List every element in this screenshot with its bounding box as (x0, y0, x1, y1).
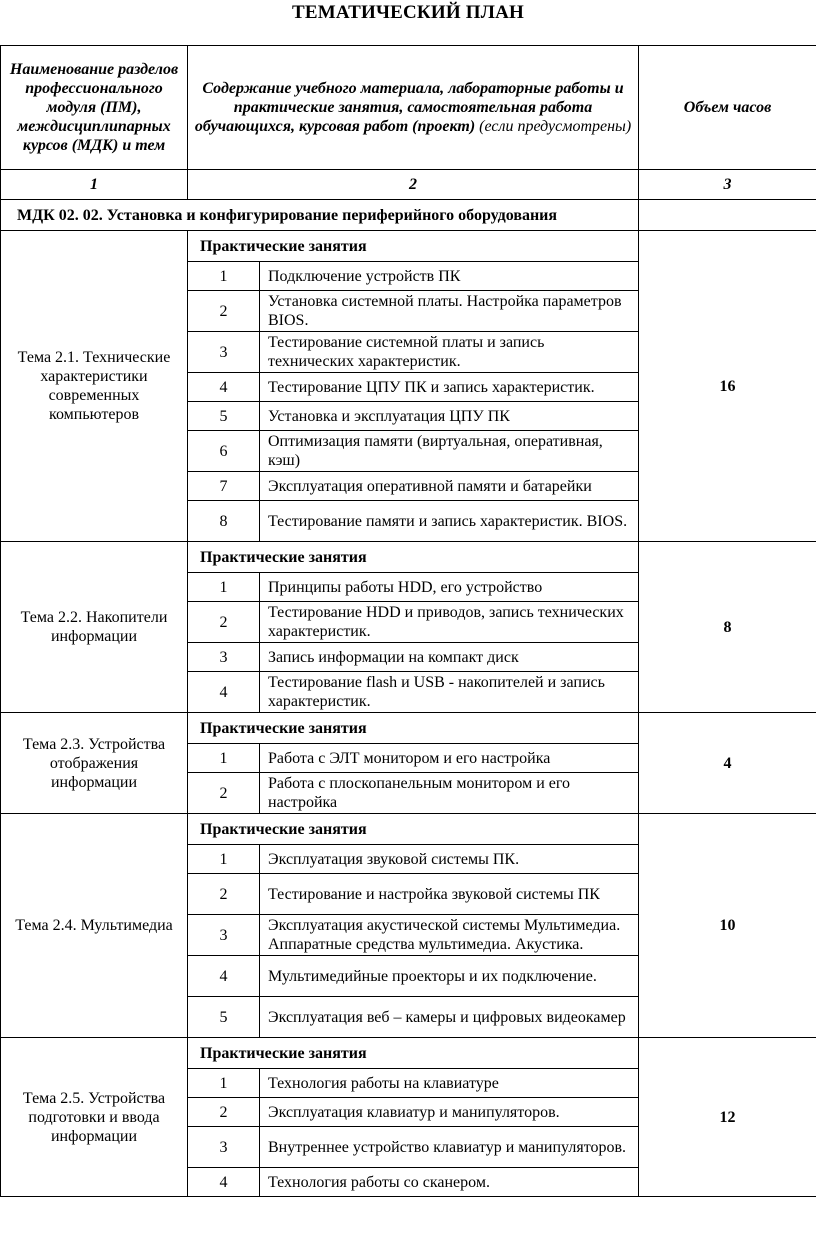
lesson-number: 2 (188, 602, 260, 643)
lesson-text: Эксплуатация веб – камеры и цифровых видеокамер (260, 997, 639, 1038)
practical-section-label: Практические занятия (188, 713, 639, 744)
header-col1: Наименование разделов профессионального модуля (ПМ), междисциплипарных курсов (МДК) и тем (1, 46, 188, 170)
lesson-text: Тестирование системной платы и запись технических характеристик. (260, 332, 639, 373)
topic-name: Тема 2.1. Технические характеристики современных компьютеров (1, 231, 188, 542)
lesson-number: 1 (188, 262, 260, 291)
header-col2-extra: (если предусмотрены) (479, 118, 632, 135)
lesson-text: Установка системной платы. Настройка параметров BIOS. (260, 291, 639, 332)
lesson-number: 5 (188, 997, 260, 1038)
lesson-text: Тестирование flash и USB - накопителей и запись характеристик. (260, 672, 639, 713)
topic-hours: 16 (639, 231, 816, 542)
topic-hours: 8 (639, 542, 816, 713)
lesson-number: 1 (188, 744, 260, 773)
lesson-text: Запись информации на компакт диск (260, 643, 639, 672)
practical-section-label: Практические занятия (188, 814, 639, 845)
lesson-number: 2 (188, 1098, 260, 1127)
topic-header-row (1, 542, 816, 573)
lesson-text: Тестирование памяти и запись характеристик. BIOS. (260, 501, 639, 542)
mdk-row (1, 200, 816, 231)
lesson-number: 4 (188, 672, 260, 713)
lesson-text: Тестирование HDD и приводов, запись технических характеристик. (260, 602, 639, 643)
lesson-text: Подключение устройств ПК (260, 262, 639, 291)
topic-name: Тема 2.5. Устройства подготовки и ввода информации (1, 1038, 188, 1197)
practical-section-label: Практические занятия (188, 231, 639, 262)
lesson-number: 1 (188, 573, 260, 602)
column-number-1: 1 (1, 170, 188, 200)
lesson-text: Внутреннее устройство клавиатур и манипуляторов. (260, 1127, 639, 1168)
lesson-number: 4 (188, 956, 260, 997)
topic-header-row (1, 231, 816, 262)
lesson-number: 7 (188, 472, 260, 501)
practical-section-label: Практические занятия (188, 1038, 639, 1069)
header-col2-main: Содержание учебного материала, лабораторные работы и практические занятия, самостоятельная работа обучающихся, курсовая работ (проект) (194, 80, 624, 135)
mdk-title: МДК 02. 02. Установка и конфигурирование периферийного оборудования (1, 200, 639, 231)
topic-header-row (1, 713, 816, 744)
lesson-text: Тестирование и настройка звуковой системы ПК (260, 874, 639, 915)
lesson-text: Технология работы на клавиатуре (260, 1069, 639, 1098)
thematic-plan-table (0, 45, 816, 1197)
lesson-text: Установка и эксплуатация ЦПУ ПК (260, 402, 639, 431)
header-col2 (188, 46, 639, 170)
topic-hours: 10 (639, 814, 816, 1038)
topic-name: Тема 2.3. Устройства отображения информации (1, 713, 188, 814)
topic-header-row (1, 1038, 816, 1069)
lesson-text: Работа с плоскопанельным монитором и его настройка (260, 773, 639, 814)
lesson-text: Работа с ЭЛТ монитором и его настройка (260, 744, 639, 773)
lesson-number: 8 (188, 501, 260, 542)
lesson-number: 4 (188, 373, 260, 402)
column-number-3: 3 (639, 170, 816, 200)
topic-name: Тема 2.4. Мультимедиа (1, 814, 188, 1038)
mdk-hours-empty (639, 200, 816, 231)
lesson-text: Эксплуатация оперативной памяти и батарейки (260, 472, 639, 501)
lesson-number: 3 (188, 332, 260, 373)
lesson-number: 3 (188, 1127, 260, 1168)
column-number-row (1, 170, 816, 200)
practical-section-label: Практические занятия (188, 542, 639, 573)
lesson-text: Мультимедийные проекторы и их подключение. (260, 956, 639, 997)
lesson-number: 6 (188, 431, 260, 472)
lesson-text: Принципы работы HDD, его устройство (260, 573, 639, 602)
header-col3: Объем часов (639, 46, 816, 170)
header-row (1, 46, 816, 170)
lesson-text: Эксплуатация звуковой системы ПК. (260, 845, 639, 874)
topic-hours: 4 (639, 713, 816, 814)
lesson-number: 2 (188, 291, 260, 332)
page-title: ТЕМАТИЧЕСКИЙ ПЛАН (291, 2, 525, 23)
topic-name: Тема 2.2. Накопители информации (1, 542, 188, 713)
lesson-number: 4 (188, 1168, 260, 1197)
lesson-text: Тестирование ЦПУ ПК и запись характеристик. (260, 373, 639, 402)
lesson-text: Эксплуатация акустической системы Мультимедиа. Аппаратные средства мультимедиа. Акустика. (260, 915, 639, 956)
lesson-number: 3 (188, 915, 260, 956)
lesson-text: Технология работы со сканером. (260, 1168, 639, 1197)
lesson-number: 2 (188, 773, 260, 814)
topic-header-row (1, 814, 816, 845)
topic-hours: 12 (639, 1038, 816, 1197)
lesson-number: 3 (188, 643, 260, 672)
lesson-text: Эксплуатация клавиатур и манипуляторов. (260, 1098, 639, 1127)
lesson-number: 1 (188, 845, 260, 874)
lesson-number: 1 (188, 1069, 260, 1098)
lesson-text: Оптимизация памяти (виртуальная, оперативная, кэш) (260, 431, 639, 472)
lesson-number: 5 (188, 402, 260, 431)
lesson-number: 2 (188, 874, 260, 915)
column-number-2: 2 (188, 170, 639, 200)
